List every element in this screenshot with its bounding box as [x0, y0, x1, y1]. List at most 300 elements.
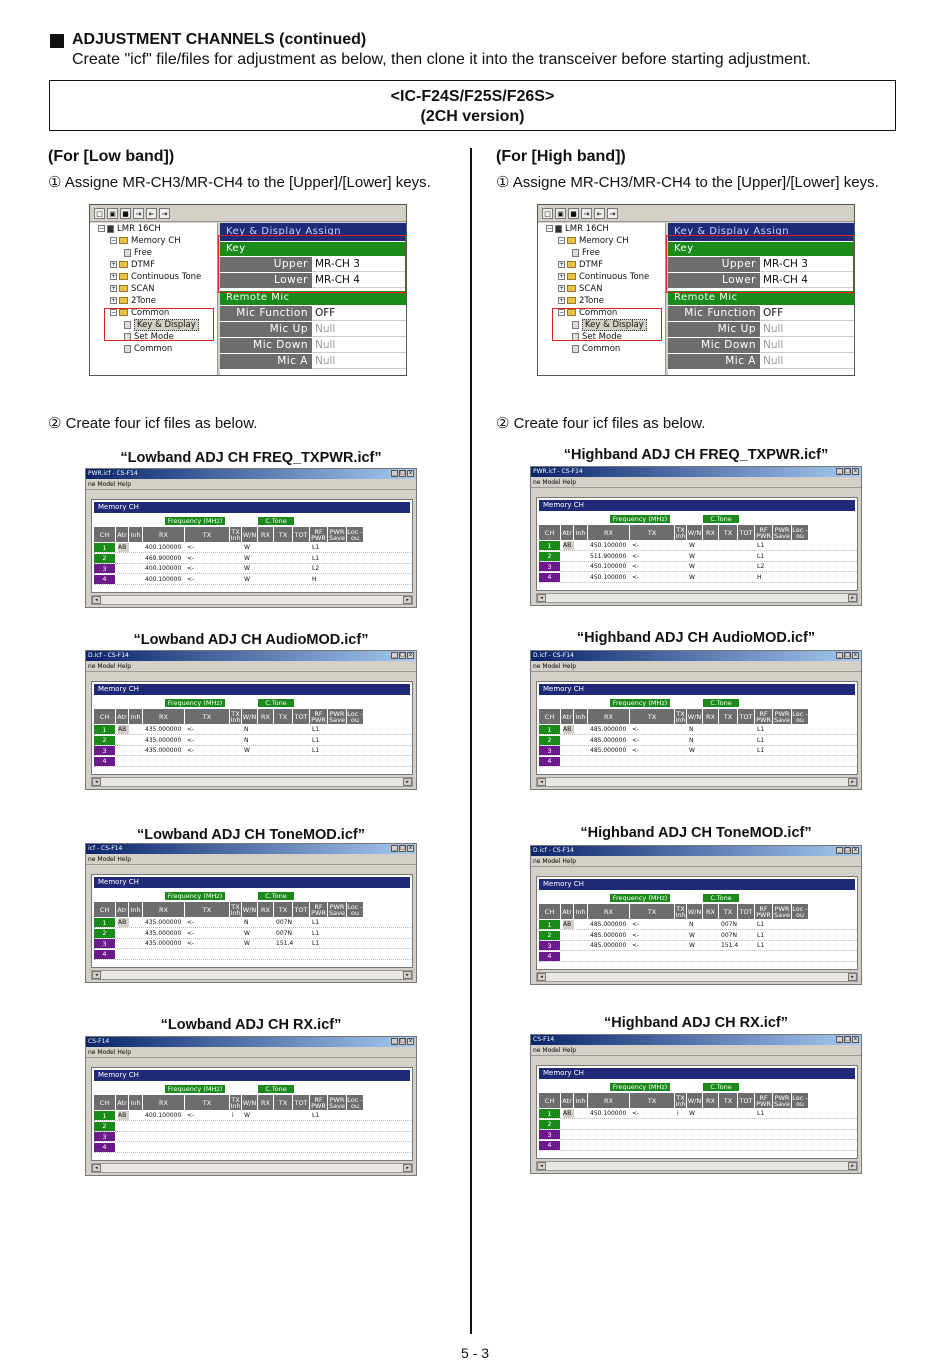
column-header[interactable]: Loc -ou: [792, 525, 808, 540]
close-icon[interactable]: x: [407, 1038, 414, 1045]
column-header[interactable]: TX Inh: [230, 1095, 241, 1110]
column-header[interactable]: TX: [719, 709, 737, 724]
scroll-left-icon[interactable]: ◂: [92, 971, 101, 979]
column-header[interactable]: TX Inh: [675, 904, 686, 919]
expand-icon[interactable]: −: [111, 237, 117, 244]
table-cell[interactable]: L1: [757, 747, 765, 754]
column-header[interactable]: TX: [630, 904, 674, 919]
table-cell[interactable]: <-: [187, 554, 195, 562]
table-row[interactable]: [539, 952, 857, 962]
column-header[interactable]: Inh: [129, 902, 142, 917]
column-header[interactable]: TX: [719, 1093, 737, 1108]
column-header[interactable]: Inh: [574, 709, 587, 724]
table-cell[interactable]: <-: [632, 747, 640, 754]
table-row[interactable]: [539, 746, 857, 756]
table-cell[interactable]: <-: [187, 565, 195, 572]
table-row[interactable]: [539, 1120, 857, 1130]
column-header[interactable]: W/N: [242, 1095, 257, 1110]
table-cell[interactable]: L1: [312, 554, 320, 562]
column-header[interactable]: Inh: [574, 904, 587, 919]
maximize-icon[interactable]: □: [845, 652, 850, 658]
channel-number[interactable]: 1: [539, 725, 560, 734]
tree-item[interactable]: [538, 271, 665, 283]
column-header[interactable]: W/N: [687, 1093, 702, 1108]
mic-function-value[interactable]: OFF: [760, 306, 854, 321]
tree-item[interactable]: [538, 259, 665, 271]
table-cell[interactable]: W: [244, 929, 250, 937]
table-cell[interactable]: <-: [632, 921, 640, 928]
table-row[interactable]: [539, 931, 857, 941]
table-row[interactable]: [94, 543, 412, 553]
table-cell[interactable]: L1: [312, 1112, 320, 1119]
table-row[interactable]: [539, 552, 857, 562]
column-header[interactable]: TX: [185, 709, 229, 724]
channel-number[interactable]: 1: [94, 918, 115, 927]
scroll-left-icon[interactable]: ◂: [92, 1164, 101, 1172]
table-cell[interactable]: <-: [632, 573, 640, 581]
toolbar-button[interactable]: □: [94, 208, 105, 219]
mic-up-value[interactable]: Null: [312, 322, 406, 337]
tree-item[interactable]: [538, 283, 665, 295]
column-header[interactable]: RF PWR: [756, 1093, 771, 1108]
table-cell[interactable]: W: [689, 1110, 695, 1117]
column-header[interactable]: TOT: [738, 904, 754, 919]
tree-item[interactable]: [538, 223, 665, 235]
table-cell[interactable]: <-: [187, 747, 195, 754]
column-header[interactable]: CH: [94, 1095, 115, 1110]
table-row[interactable]: [539, 941, 857, 951]
scroll-right-icon[interactable]: ▸: [403, 1164, 412, 1172]
table-cell[interactable]: N: [244, 736, 249, 744]
column-header[interactable]: CH: [94, 709, 115, 724]
column-header[interactable]: RF PWR: [311, 1095, 326, 1110]
column-header[interactable]: Loc -ou: [347, 527, 363, 542]
close-icon[interactable]: x: [407, 652, 414, 659]
table-cell[interactable]: 435.000000: [145, 919, 182, 926]
table-cell[interactable]: 450.100000: [590, 563, 627, 570]
column-header[interactable]: CH: [539, 1093, 560, 1108]
table-cell[interactable]: W: [244, 1112, 250, 1119]
menu-bar[interactable]: ne Model Help: [86, 1047, 416, 1058]
menu-bar[interactable]: ne Model Help: [531, 1045, 861, 1056]
channel-number[interactable]: 2: [539, 1120, 560, 1129]
column-header[interactable]: RX: [143, 527, 184, 542]
table-cell[interactable]: 435.000000: [145, 726, 182, 733]
minimize-icon[interactable]: _: [836, 847, 843, 854]
column-header[interactable]: Atr: [561, 525, 573, 540]
channel-number[interactable]: 4: [94, 757, 115, 766]
minimize-icon[interactable]: _: [391, 845, 398, 852]
table-cell[interactable]: AB: [118, 725, 129, 734]
table-cell[interactable]: 485.000000: [590, 736, 627, 744]
table-cell[interactable]: <-: [187, 929, 195, 937]
column-header[interactable]: RX: [258, 902, 273, 917]
expand-icon[interactable]: +: [559, 297, 565, 304]
column-header[interactable]: Loc -ou: [792, 1093, 808, 1108]
column-header[interactable]: Loc -ou: [792, 709, 808, 724]
column-header[interactable]: TOT: [293, 709, 309, 724]
column-header[interactable]: Atr: [561, 904, 573, 919]
column-header[interactable]: TX: [630, 709, 674, 724]
scroll-right-icon[interactable]: ▸: [848, 778, 857, 786]
mic-a-value[interactable]: Null: [312, 354, 406, 369]
table-cell[interactable]: 400.100000: [145, 544, 182, 551]
column-header[interactable]: RF PWR: [311, 527, 326, 542]
table-cell[interactable]: 485.000000: [590, 931, 627, 939]
menu-bar[interactable]: ne Model Help: [531, 856, 861, 867]
horizontal-scrollbar[interactable]: [536, 972, 858, 982]
column-header[interactable]: TX: [185, 1095, 229, 1110]
channel-number[interactable]: 3: [539, 746, 560, 755]
table-cell[interactable]: N: [689, 921, 694, 928]
scroll-left-icon[interactable]: ◂: [92, 596, 101, 604]
column-header[interactable]: RX: [588, 709, 629, 724]
table-cell[interactable]: 400.100000: [145, 1112, 182, 1119]
table-cell[interactable]: AB: [118, 918, 129, 927]
channel-number[interactable]: 3: [94, 1132, 115, 1141]
table-cell[interactable]: L1: [312, 726, 320, 733]
tree-item[interactable]: [538, 295, 665, 307]
table-cell[interactable]: AB: [563, 920, 574, 929]
minimize-icon[interactable]: _: [836, 468, 843, 475]
table-cell[interactable]: W: [689, 542, 695, 549]
table-cell[interactable]: N: [244, 726, 249, 733]
channel-number[interactable]: 3: [94, 564, 115, 573]
table-cell[interactable]: L1: [757, 931, 765, 939]
column-header[interactable]: RX: [143, 709, 184, 724]
table-cell[interactable]: L1: [757, 942, 765, 949]
maximize-icon[interactable]: □: [400, 652, 405, 658]
column-header[interactable]: CH: [94, 527, 115, 542]
expand-icon[interactable]: −: [559, 237, 565, 244]
tree-item[interactable]: [538, 343, 665, 355]
column-header[interactable]: PWR Save: [329, 527, 345, 542]
horizontal-scrollbar[interactable]: [536, 777, 858, 787]
toolbar-button[interactable]: ⇥: [133, 208, 144, 219]
channel-number[interactable]: 1: [94, 725, 115, 734]
close-icon[interactable]: x: [407, 845, 414, 852]
toolbar-button[interactable]: ⇤: [594, 208, 605, 219]
table-cell[interactable]: L1: [312, 544, 320, 551]
column-header[interactable]: PWR Save: [774, 1093, 790, 1108]
column-header[interactable]: RX: [703, 904, 718, 919]
maximize-icon[interactable]: □: [400, 1038, 405, 1044]
table-cell[interactable]: <-: [632, 736, 640, 744]
column-header[interactable]: Atr: [561, 709, 573, 724]
table-row[interactable]: [539, 1109, 857, 1119]
table-row[interactable]: [539, 736, 857, 746]
table-cell[interactable]: i: [677, 1110, 679, 1117]
table-cell[interactable]: 511.900000: [590, 552, 627, 560]
channel-number[interactable]: 4: [539, 573, 560, 582]
scroll-left-icon[interactable]: ◂: [537, 594, 546, 602]
table-cell[interactable]: 435.000000: [145, 929, 182, 937]
tree-item[interactable]: [90, 235, 217, 247]
minimize-icon[interactable]: _: [836, 652, 843, 659]
channel-number[interactable]: 4: [94, 950, 115, 959]
table-cell[interactable]: W: [689, 563, 695, 570]
column-header[interactable]: TX: [185, 902, 229, 917]
column-header[interactable]: TX Inh: [675, 709, 686, 724]
channel-number[interactable]: 3: [539, 562, 560, 571]
column-header[interactable]: RF PWR: [311, 709, 326, 724]
column-header[interactable]: TOT: [738, 1093, 754, 1108]
table-cell[interactable]: L2: [757, 563, 765, 570]
table-cell[interactable]: <-: [632, 726, 640, 733]
table-cell[interactable]: 469.900000: [145, 554, 182, 562]
minimize-icon[interactable]: _: [391, 470, 398, 477]
table-cell[interactable]: N: [244, 919, 249, 926]
column-header[interactable]: Inh: [129, 709, 142, 724]
channel-number[interactable]: 2: [94, 736, 115, 745]
tree-item[interactable]: [90, 343, 217, 355]
table-cell[interactable]: <-: [632, 542, 640, 549]
expand-icon[interactable]: +: [559, 273, 565, 280]
menu-bar[interactable]: ne Model Help: [86, 479, 416, 490]
expand-icon[interactable]: +: [559, 285, 565, 292]
column-header[interactable]: PWR Save: [329, 902, 345, 917]
column-header[interactable]: RX: [703, 1093, 718, 1108]
table-cell[interactable]: L1: [312, 747, 320, 754]
table-cell[interactable]: <-: [187, 1112, 195, 1119]
column-header[interactable]: CH: [539, 709, 560, 724]
column-header[interactable]: Loc -ou: [347, 1095, 363, 1110]
table-cell[interactable]: W: [244, 554, 250, 562]
column-header[interactable]: TX Inh: [230, 527, 241, 542]
upper-key-value[interactable]: MR-CH 3: [760, 257, 854, 272]
table-cell[interactable]: L1: [312, 940, 320, 947]
table-cell[interactable]: L1: [757, 726, 765, 733]
table-cell[interactable]: <-: [187, 726, 195, 733]
scroll-right-icon[interactable]: ▸: [403, 778, 412, 786]
table-row[interactable]: [539, 1130, 857, 1140]
close-icon[interactable]: x: [852, 468, 859, 475]
tree-item[interactable]: [90, 259, 217, 271]
column-header[interactable]: TX: [274, 527, 292, 542]
horizontal-scrollbar[interactable]: [91, 777, 413, 787]
table-cell[interactable]: L2: [312, 565, 320, 572]
table-cell[interactable]: W: [244, 565, 250, 572]
table-row[interactable]: [94, 564, 412, 574]
column-header[interactable]: TOT: [738, 525, 754, 540]
table-cell[interactable]: <-: [632, 552, 640, 560]
scroll-left-icon[interactable]: ◂: [537, 778, 546, 786]
close-icon[interactable]: x: [852, 847, 859, 854]
tree-item[interactable]: [90, 295, 217, 307]
channel-number[interactable]: 4: [539, 1141, 560, 1150]
table-cell[interactable]: <-: [187, 940, 195, 947]
scroll-right-icon[interactable]: ▸: [848, 973, 857, 981]
column-header[interactable]: CH: [539, 525, 560, 540]
maximize-icon[interactable]: □: [400, 470, 405, 476]
table-cell[interactable]: AB: [563, 1109, 574, 1118]
scroll-right-icon[interactable]: ▸: [403, 971, 412, 979]
table-cell[interactable]: W: [244, 575, 250, 583]
tree-item[interactable]: [90, 223, 217, 235]
table-cell[interactable]: H: [312, 575, 317, 583]
tree-item[interactable]: [538, 235, 665, 247]
table-row[interactable]: [94, 1122, 412, 1132]
column-header[interactable]: TX Inh: [230, 902, 241, 917]
toolbar-button[interactable]: ⇥: [159, 208, 170, 219]
column-header[interactable]: Atr: [116, 902, 128, 917]
column-header[interactable]: TX: [630, 1093, 674, 1108]
column-header[interactable]: Loc -ou: [792, 904, 808, 919]
expand-icon[interactable]: −: [547, 225, 553, 232]
channel-number[interactable]: 4: [94, 575, 115, 584]
toolbar-button[interactable]: ▣: [107, 208, 118, 219]
channel-number[interactable]: 3: [539, 941, 560, 950]
column-header[interactable]: W/N: [242, 709, 257, 724]
column-header[interactable]: TX: [185, 527, 229, 542]
table-cell[interactable]: 485.000000: [590, 726, 627, 733]
table-cell[interactable]: 435.000000: [145, 736, 182, 744]
channel-number[interactable]: 2: [94, 1122, 115, 1131]
column-header[interactable]: RF PWR: [756, 525, 771, 540]
toolbar-button[interactable]: □: [542, 208, 553, 219]
scroll-left-icon[interactable]: ◂: [537, 1162, 546, 1170]
lower-key-value[interactable]: MR-CH 4: [760, 273, 854, 288]
column-header[interactable]: TX: [719, 525, 737, 540]
column-header[interactable]: RF PWR: [756, 904, 771, 919]
column-header[interactable]: Inh: [129, 527, 142, 542]
table-cell[interactable]: 007N: [276, 919, 292, 926]
table-cell[interactable]: <-: [187, 736, 195, 744]
table-row[interactable]: [94, 950, 412, 960]
minimize-icon[interactable]: _: [391, 652, 398, 659]
table-row[interactable]: [94, 736, 412, 746]
scroll-left-icon[interactable]: ◂: [92, 778, 101, 786]
table-cell[interactable]: <-: [632, 563, 640, 570]
table-row[interactable]: [94, 1132, 412, 1142]
table-cell[interactable]: 485.000000: [590, 747, 627, 754]
table-cell[interactable]: L1: [757, 736, 765, 744]
expand-icon[interactable]: +: [559, 261, 565, 268]
column-header[interactable]: W/N: [242, 902, 257, 917]
table-cell[interactable]: AB: [118, 543, 129, 552]
table-cell[interactable]: N: [689, 736, 694, 744]
column-header[interactable]: W/N: [687, 709, 702, 724]
mic-down-value[interactable]: Null: [312, 338, 406, 353]
table-row[interactable]: [94, 725, 412, 735]
column-header[interactable]: Inh: [574, 1093, 587, 1108]
column-header[interactable]: W/N: [687, 525, 702, 540]
column-header[interactable]: TX: [274, 902, 292, 917]
expand-icon[interactable]: +: [111, 297, 117, 304]
mic-down-value[interactable]: Null: [760, 338, 854, 353]
column-header[interactable]: RX: [143, 1095, 184, 1110]
column-header[interactable]: W/N: [687, 904, 702, 919]
scroll-right-icon[interactable]: ▸: [403, 596, 412, 604]
table-cell[interactable]: 450.100000: [590, 1110, 627, 1117]
channel-number[interactable]: 3: [539, 1130, 560, 1139]
table-cell[interactable]: AB: [563, 541, 574, 550]
scroll-left-icon[interactable]: ◂: [537, 973, 546, 981]
column-header[interactable]: RF PWR: [756, 709, 771, 724]
channel-number[interactable]: 3: [94, 746, 115, 755]
table-cell[interactable]: W: [244, 940, 250, 947]
channel-number[interactable]: 1: [94, 1111, 115, 1120]
table-cell[interactable]: AB: [563, 725, 574, 734]
table-cell[interactable]: L1: [757, 552, 765, 560]
table-cell[interactable]: 151.4: [276, 940, 293, 947]
table-cell[interactable]: 151.4: [721, 942, 738, 949]
mic-function-value[interactable]: OFF: [312, 306, 406, 321]
column-header[interactable]: RX: [703, 525, 718, 540]
column-header[interactable]: PWR Save: [329, 1095, 345, 1110]
toolbar-button[interactable]: ⇥: [607, 208, 618, 219]
table-row[interactable]: [94, 929, 412, 939]
table-row[interactable]: [539, 562, 857, 572]
table-cell[interactable]: <-: [187, 575, 195, 583]
table-row[interactable]: [539, 1141, 857, 1151]
table-cell[interactable]: 485.000000: [590, 942, 627, 949]
column-header[interactable]: RX: [703, 709, 718, 724]
table-cell[interactable]: L1: [757, 1110, 765, 1117]
table-cell[interactable]: H: [757, 573, 762, 581]
column-header[interactable]: W/N: [242, 527, 257, 542]
table-cell[interactable]: <-: [187, 919, 195, 926]
table-cell[interactable]: N: [689, 726, 694, 733]
channel-number[interactable]: 2: [94, 554, 115, 563]
table-row[interactable]: [94, 918, 412, 928]
tree-item[interactable]: [538, 247, 665, 259]
column-header[interactable]: TOT: [738, 709, 754, 724]
menu-bar[interactable]: ne Model Help: [531, 477, 861, 488]
column-header[interactable]: RX: [143, 902, 184, 917]
table-cell[interactable]: W: [689, 931, 695, 939]
table-cell[interactable]: 450.100000: [590, 573, 627, 581]
toolbar-button[interactable]: ■: [120, 208, 131, 219]
table-cell[interactable]: 007N: [721, 931, 737, 939]
close-icon[interactable]: x: [407, 470, 414, 477]
table-row[interactable]: [94, 1111, 412, 1121]
channel-number[interactable]: 4: [94, 1143, 115, 1152]
column-header[interactable]: Atr: [116, 709, 128, 724]
channel-number[interactable]: 2: [94, 929, 115, 938]
table-cell[interactable]: 485.000000: [590, 921, 627, 928]
column-header[interactable]: RX: [258, 709, 273, 724]
toolbar-button[interactable]: ⇥: [581, 208, 592, 219]
table-cell[interactable]: 007N: [721, 921, 737, 928]
table-row[interactable]: [94, 757, 412, 767]
table-cell[interactable]: L1: [312, 736, 320, 744]
table-row[interactable]: [94, 575, 412, 585]
table-cell[interactable]: W: [689, 573, 695, 581]
table-row[interactable]: [539, 920, 857, 930]
table-cell[interactable]: AB: [118, 1111, 129, 1120]
expand-icon[interactable]: +: [111, 285, 117, 292]
table-cell[interactable]: 400.100000: [145, 575, 182, 583]
table-cell[interactable]: <-: [187, 544, 195, 551]
table-cell[interactable]: 400.100000: [145, 565, 182, 572]
expand-icon[interactable]: −: [99, 225, 105, 232]
table-cell[interactable]: W: [689, 552, 695, 560]
column-header[interactable]: TOT: [293, 1095, 309, 1110]
expand-icon[interactable]: −: [111, 309, 117, 316]
upper-key-value[interactable]: MR-CH 3: [312, 257, 406, 272]
table-cell[interactable]: W: [689, 747, 695, 754]
column-header[interactable]: TOT: [293, 527, 309, 542]
column-header[interactable]: RX: [588, 1093, 629, 1108]
table-cell[interactable]: <-: [632, 942, 640, 949]
table-cell[interactable]: 007N: [276, 929, 292, 937]
scroll-right-icon[interactable]: ▸: [848, 594, 857, 602]
tree-item[interactable]: [90, 247, 217, 259]
tree-item[interactable]: [90, 271, 217, 283]
horizontal-scrollbar[interactable]: [91, 1163, 413, 1173]
scroll-right-icon[interactable]: ▸: [848, 1162, 857, 1170]
